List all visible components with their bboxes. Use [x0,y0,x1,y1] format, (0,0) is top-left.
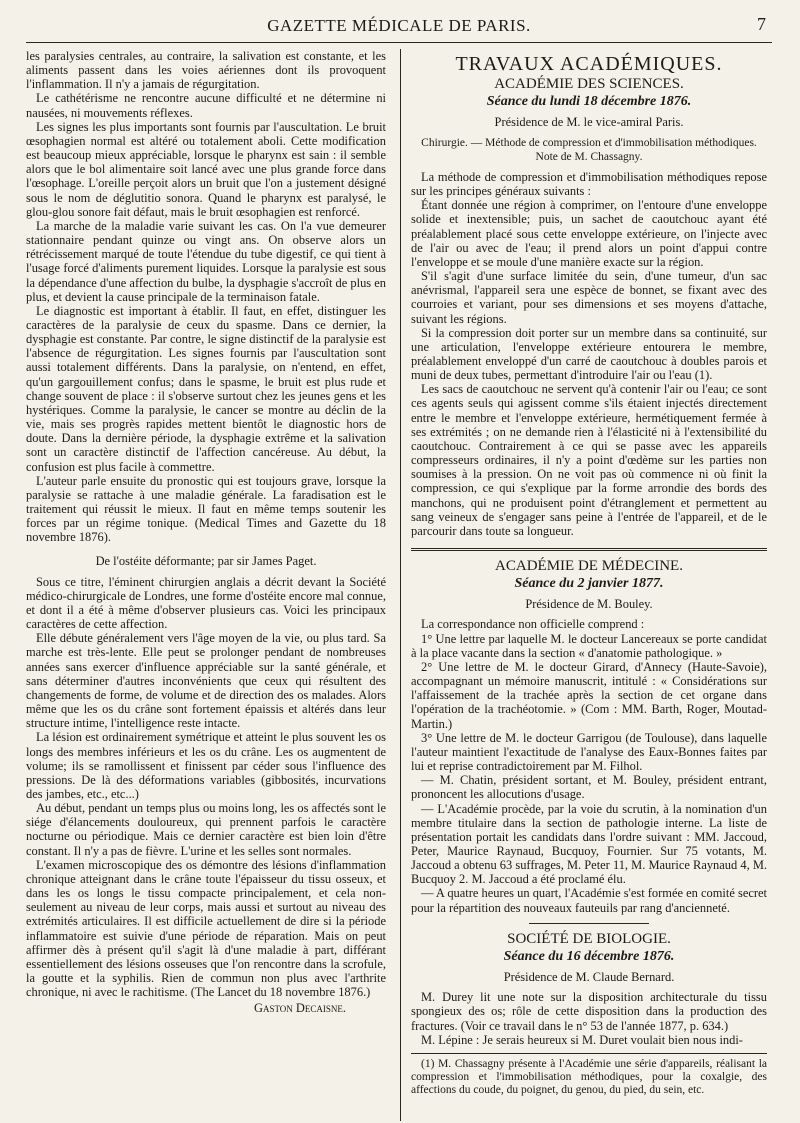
session-date: Séance du 16 décembre 1876. [503,948,675,964]
academy-medicine-title: ACADÉMIE DE MÉDECINE. [495,558,683,574]
paragraph: La méthode de compression et d'immobilisation méthodiques repose sur les principes généraux suivants : [411,169,767,199]
section-main-title: TRAVAUX ACADÉMIQUES. [455,53,723,75]
paragraph: Si la compression doit porter sur un membre dans sa continuité, sur une articulation, l'enveloppe extérieure entourera le membre, préalablement enveloppé d'un carré de caoutchouc à doubles parois et muni de deux tubes, permettant d'introduire l'air ou l'eau (1). [411,325,767,383]
paragraph: Le cathétérisme ne rencontre aucune difficulté et ne détermine ni nausées, ni mouvements réflexes. [26,91,386,120]
paragraph: les paralysies centrales, au contraire, la salivation est constante, et les aliments passent dans les voies aériennes dont ils provoquent l'inflammation. Il n'y a jamais de régurgitation. [26,49,386,92]
academy-sciences-title: ACADÉMIE DES SCIENCES. [494,76,684,93]
paragraph: L'examen microscopique des os démontre des lésions d'inflammation chronique atteignant dans le crâne toute l'épaisseur du tissu osseux, et dans les os longs le tissu compacte principalement, et cela non-seulement au niveau de leur corps, mais aussi et surtout au niveau des extrémités articulaires. Il est difficile actuellement de dire si la période inflammatoire est suivie d'une période de réparation. Mais on peut affirmer dès à présent qu'il s'agit là d'une maladie à part, différant essentiellement des lésions osseuses que l'on rencontre dans la scrofule, la goutte et la syphilis. Rien de commun non plus avec l'arthrite chronique, ni avec le rachitisme. (The Lancet du 18 novembre 1876.) [26,857,386,1000]
subject-heading: Chirurgie. — Méthode de compression et d'immobilisation méthodiques. Note de M. Chassagny. [421,136,757,163]
section-separator [411,548,767,551]
paragraph: — L'Académie procède, par la voie du scrutin, à la nomination d'un membre titulaire dans la section de pathologie interne. La liste de présentation portait les candidats dans l'ordre suivant : MM. Jaccoud, Peter, Maurice Raynaud, Bucquoy, Fournier. Sur 75 votants, M. Jaccoud a obtenu 63 suffrages, M. Peter 11, M. Maurice Raynaud 4, M. Bucquoy 2. M. Jaccoud a été proclamé élu. [411,801,767,887]
presidency: Présidence de M. Bouley. [525,597,653,612]
footnote-text: (1) M. Chassagny présente à l'Académie une série d'appareils, réalisant la compression et l'immobilisation méthodiques, pour la coxalgie, des affections du coude, du poignet, du genou, du pied, du sein, etc. [411,1057,767,1096]
paragraph: Les signes les plus importants sont fournis par l'auscultation. Le bruit œsophagien normal est altéré ou totalement aboli. Cette modification est beaucoup mieux appréciable, lorsque le pharynx est sain : il semble alors que le bol alimentaire soit lancé avec une plus grande force dans l'œsophage. L'oreille perçoit alors un bruit que l'on a justement désigné sous le nom de déglutitio sonora. Quand le pharynx est paralysé, le glou-glou sonore fait défaut, mais le bruit œsophagien est renforcé. [26,119,386,219]
paragraph: La lésion est ordinairement symétrique et atteint le plus souvent les os longs des membres inférieurs et les os du crâne. Les os augmentent de volume; ils se ramollissent et finissent par céder sous l'influence des pressions. De là des déformations variables (gibbosités, incurvations des jambes, etc., etc...) [26,730,386,801]
paragraph: 3° Une lettre de M. le docteur Garrigou (de Toulouse), dans laquelle l'auteur maintient l'exactitude de l'analyse des Eaux-Bonnes faites par lui et reprise contradictoirement par M. Filhol. [411,730,767,774]
presidency: Présidence de M. Claude Bernard. [503,970,675,985]
right-column [409,49,767,1121]
paragraph: — M. Chatin, président sortant, et M. Bouley, président entrant, prononcent les allocutions d'usage. [411,773,767,802]
presidency: Présidence de M. le vice-amiral Paris. [494,115,684,130]
article-title-osteite: De l'ostéite déformante; par sir James Paget. [95,554,317,569]
paragraph: 1° Une lettre par laquelle M. le docteur Lancereaux se porte candidat à la place vacante dans la section « d'anatomie pathologique. » [411,631,767,660]
session-date: Séance du 2 janvier 1877. [514,576,664,592]
section-separator [529,923,649,924]
paragraph: Le diagnostic est important à établir. Il faut, en effet, distinguer les caractères de la paralysie de ceux du spasme. Dans ce dernier, la dysphagie est constante. Par contre, le signe distinctif de la paralysie est l'absence de régurgitation. Les signes fournis par l'auscultation sont aussi totalement différents. Dans la paralysie, on n'entend, en effet, qu'un gargouillement confus; dans le spasme, le bruit est plus rude et change souvent de place : il s'observe surtout chez les jeunes gens et les hystériques. Comme la paralysie, le cancer se montre au déclin de la vie, mais ses progrès rapides mettent bientôt le diagnostic hors de doute. Dans la dernière période, la dysphagie extrême et la salivation sont un caractère distinctif de l'affection cancéreuse. Au début, la confusion est plus facile à commettre. [26,303,386,474]
left-column [26,49,392,1121]
journal-title: GAZETTE MÉDICALE DE PARIS. [267,16,531,35]
two-column-body [26,49,772,1121]
paragraph: Sous ce titre, l'éminent chirurgien anglais a décrit devant la Société médico-chirurgicale de Londres, une forme d'ostéite encore mal connue, et dont il a été à même d'observer plusieurs cas. Voici les principaux caractères de cette affection. [26,574,386,632]
masthead [26,14,772,43]
session-date: Séance du lundi 18 décembre 1876. [486,94,692,110]
footnote [411,1053,767,1097]
paragraph: Elle débute généralement vers l'âge moyen de la vie, ou plus tard. Sa marche est très-lente. Elle peut se prolonger pendant de nombreuses années sans exercer d'influence appréciable sur la santé générale, et sans déterminer d'autres inconvénients que ceux qui résultent des changements de forme, de volume et de direction des os malades. Alors même que les os du crâne sont fortement épaissis et altérés dans leur structure intime, l'intelligence reste intacte. [26,631,386,731]
paragraph: M. Lépine : Je serais heureux si M. Duret voulait bien nous indi- [421,1032,743,1047]
paragraph: L'auteur parle ensuite du pronostic qui est toujours grave, lorsque la paralysie se rattache à une maladie générale. La faradisation est le traitement qui réussit le mieux. Il faut en même temps soutenir les forces par un régime tonique. (Medical Times and Gazette du 18 novembre 1876). [26,473,386,545]
society-biology-title: SOCIÉTÉ DE BIOLOGIE. [507,930,671,947]
paragraph: Étant donnée une région à comprimer, on l'entoure d'une enveloppe solide et inextensible; puis, un sachet de caoutchouc ayant été préalablement placé sous cette enveloppe extérieure, on l'injecte avec de l'air ou avec de l'eau; il prend alors un point d'appui contre l'enveloppe et se moule d'une manière exacte sur la région. [411,198,767,269]
paragraph: M. Durey lit une note sur la disposition architecturale du tissu spongieux des os; rôle de cette disposition dans la production des fractures. (Voir ce travail dans le n° 53 de l'année 1877, p. 634.) [411,990,767,1033]
paragraph: La marche de la maladie varie suivant les cas. On l'a vue demeurer stationnaire pendant quinze ou vingt ans. On observe alors un rétrécissement marqué de toute l'étendue du tube digestif, ce qui tient à l'usage forcé d'aliments purement liquides. Lorsque la paralysie est sous la dépendance d'une affection du bulbe, la dysphagie s'accroît de plus en plus, et devient la cause principale de la terminaison fatale. [26,218,386,304]
paragraph: La correspondance non officielle comprend : [421,617,645,632]
column-divider [400,49,401,1121]
page-number: 7 [757,14,766,34]
paragraph: Au début, pendant un temps plus ou moins long, les os affectés sont le siége d'élancements douloureux, qui prennent parfois le caractère nocturne ou périodique. Mais ce dernier caractère est bien loin d'être constant. Il n'y a pas de fièvre. L'urine et les selles sont normales. [26,801,386,858]
paragraph: S'il s'agit d'une surface limitée du sein, d'une tumeur, d'un sac anévrismal, l'appareil sera une espèce de bonnet, se fixant avec des courroies et variant, pour ses dimensions et ses moyens d'attache, suivant les régions. [411,269,767,326]
paragraph: 2° Une lettre de M. le docteur Girard, d'Annecy (Haute-Savoie), accompagnant un mémoire manuscrit, intitulé : « Considérations sur l'affaissement de la trachée après la section de cet organe dans l'opération de la trachéotomie. » (Com : MM. Barth, Roger, Moutad-Martin.) [411,659,767,731]
paragraph: — A quatre heures un quart, l'Académie s'est formée en comité secret pour la répartition des nouveaux fauteuils par rang d'ancienneté. [411,886,767,915]
author-signature: Gaston Decaisne. [253,1001,346,1016]
paragraph: Les sacs de caoutchouc ne servent qu'à contenir l'air ou l'eau; ce sont ces agents seuls qui agissent comme s'ils étaient injectés directement entre le membre et l'enveloppe extérieure, hermétiquement fermée à ses extrémités ; on ne demande rien à l'élasticité ni à l'extensibilité du caoutchouc. Contrairement à ce qui se passe avec les appareils compresseurs ordinaires, il n'y a point d'œdème sur les parties non soumises à la pression. On ne voit pas où commence ni où finit la compression, ce qui s'explique par la forme arrondie des bords des manchons, qui ne produisent point d'étranglement et permettent au sang veineux de s'engager sans peine à l'entrée de l'appareil, et de le parcourir dans toute sa longueur. [411,382,767,538]
